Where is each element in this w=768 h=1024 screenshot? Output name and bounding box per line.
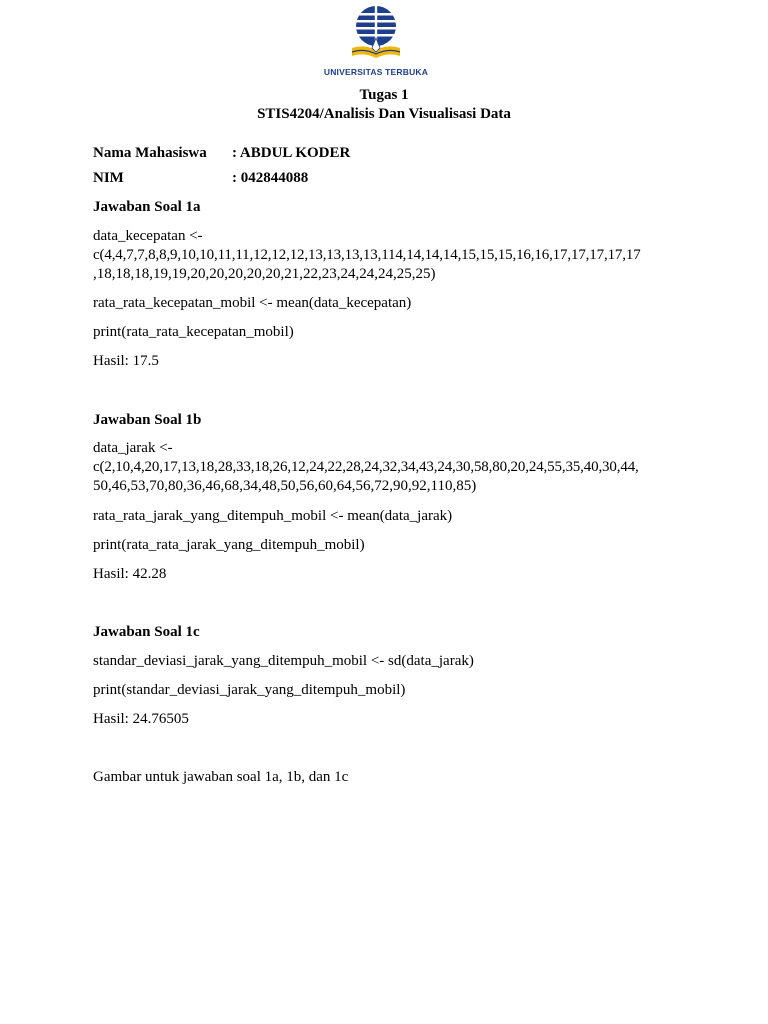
print-statement-1b: print(rata_rata_jarak_yang_ditempuh_mobil) [93,537,365,553]
university-logo [322,4,430,84]
heading-soal-1a: Jawaban Soal 1a [93,199,201,215]
figure-caption: Gambar untuk jawaban soal 1a, 1b, dan 1c [93,769,349,785]
print-statement-1a: print(rata_rata_kecepatan_mobil) [93,324,294,340]
result-1b: Hasil: 42.28 [93,566,167,582]
code-line: c(2,10,4,20,17,13,18,28,33,18,26,12,24,22,28,24,32,34,43,24,30,58,80,20,24,55,35,40,30,44, [93,459,639,475]
logo-text: UNIVERSITAS TERBUKA [323,67,429,77]
mean-statement-1a: rata_rata_kecepatan_mobil <- mean(data_kecepatan) [93,295,412,311]
student-nim-value: : 042844088 [232,170,309,186]
document-title: Tugas 1 [359,87,409,103]
code-line: 50,46,53,70,80,36,46,68,34,48,50,56,60,64,56,72,90,92,110,85) [93,478,477,494]
heading-soal-1b: Jawaban Soal 1b [93,412,202,428]
student-name-label: Nama Mahasiswa [93,145,207,161]
code-block-1b [93,439,693,496]
code-line: ,18,18,18,19,19,20,20,20,20,20,21,22,23,24,24,24,25,25) [93,266,436,282]
document-subtitle: STIS4204/Analisis Dan Visualisasi Data [257,106,511,122]
print-statement-1c: print(standar_deviasi_jarak_yang_ditempuh_mobil) [93,682,406,698]
heading-soal-1c: Jawaban Soal 1c [93,624,200,640]
result-1c: Hasil: 24.76505 [93,711,189,727]
code-line: data_jarak <- [93,440,173,456]
student-nim-row [93,169,308,188]
student-name-row [93,144,350,163]
result-1a: Hasil: 17.5 [93,353,159,369]
sd-statement-1c: standar_deviasi_jarak_yang_ditempuh_mobil <- sd(data_jarak) [93,653,474,669]
student-name-value: : ABDUL KODER [232,145,351,161]
mean-statement-1b: rata_rata_jarak_yang_ditempuh_mobil <- mean(data_jarak) [93,508,453,524]
code-block-1a [93,227,693,284]
code-line: data_kecepatan <- [93,228,203,244]
university-emblem-icon [346,4,406,66]
code-line: c(4,4,7,7,8,8,9,10,10,11,11,12,12,12,13,13,13,13,114,14,14,14,15,15,15,16,16,17,17,17,17,17 [93,247,641,263]
student-nim-label: NIM [93,170,124,186]
